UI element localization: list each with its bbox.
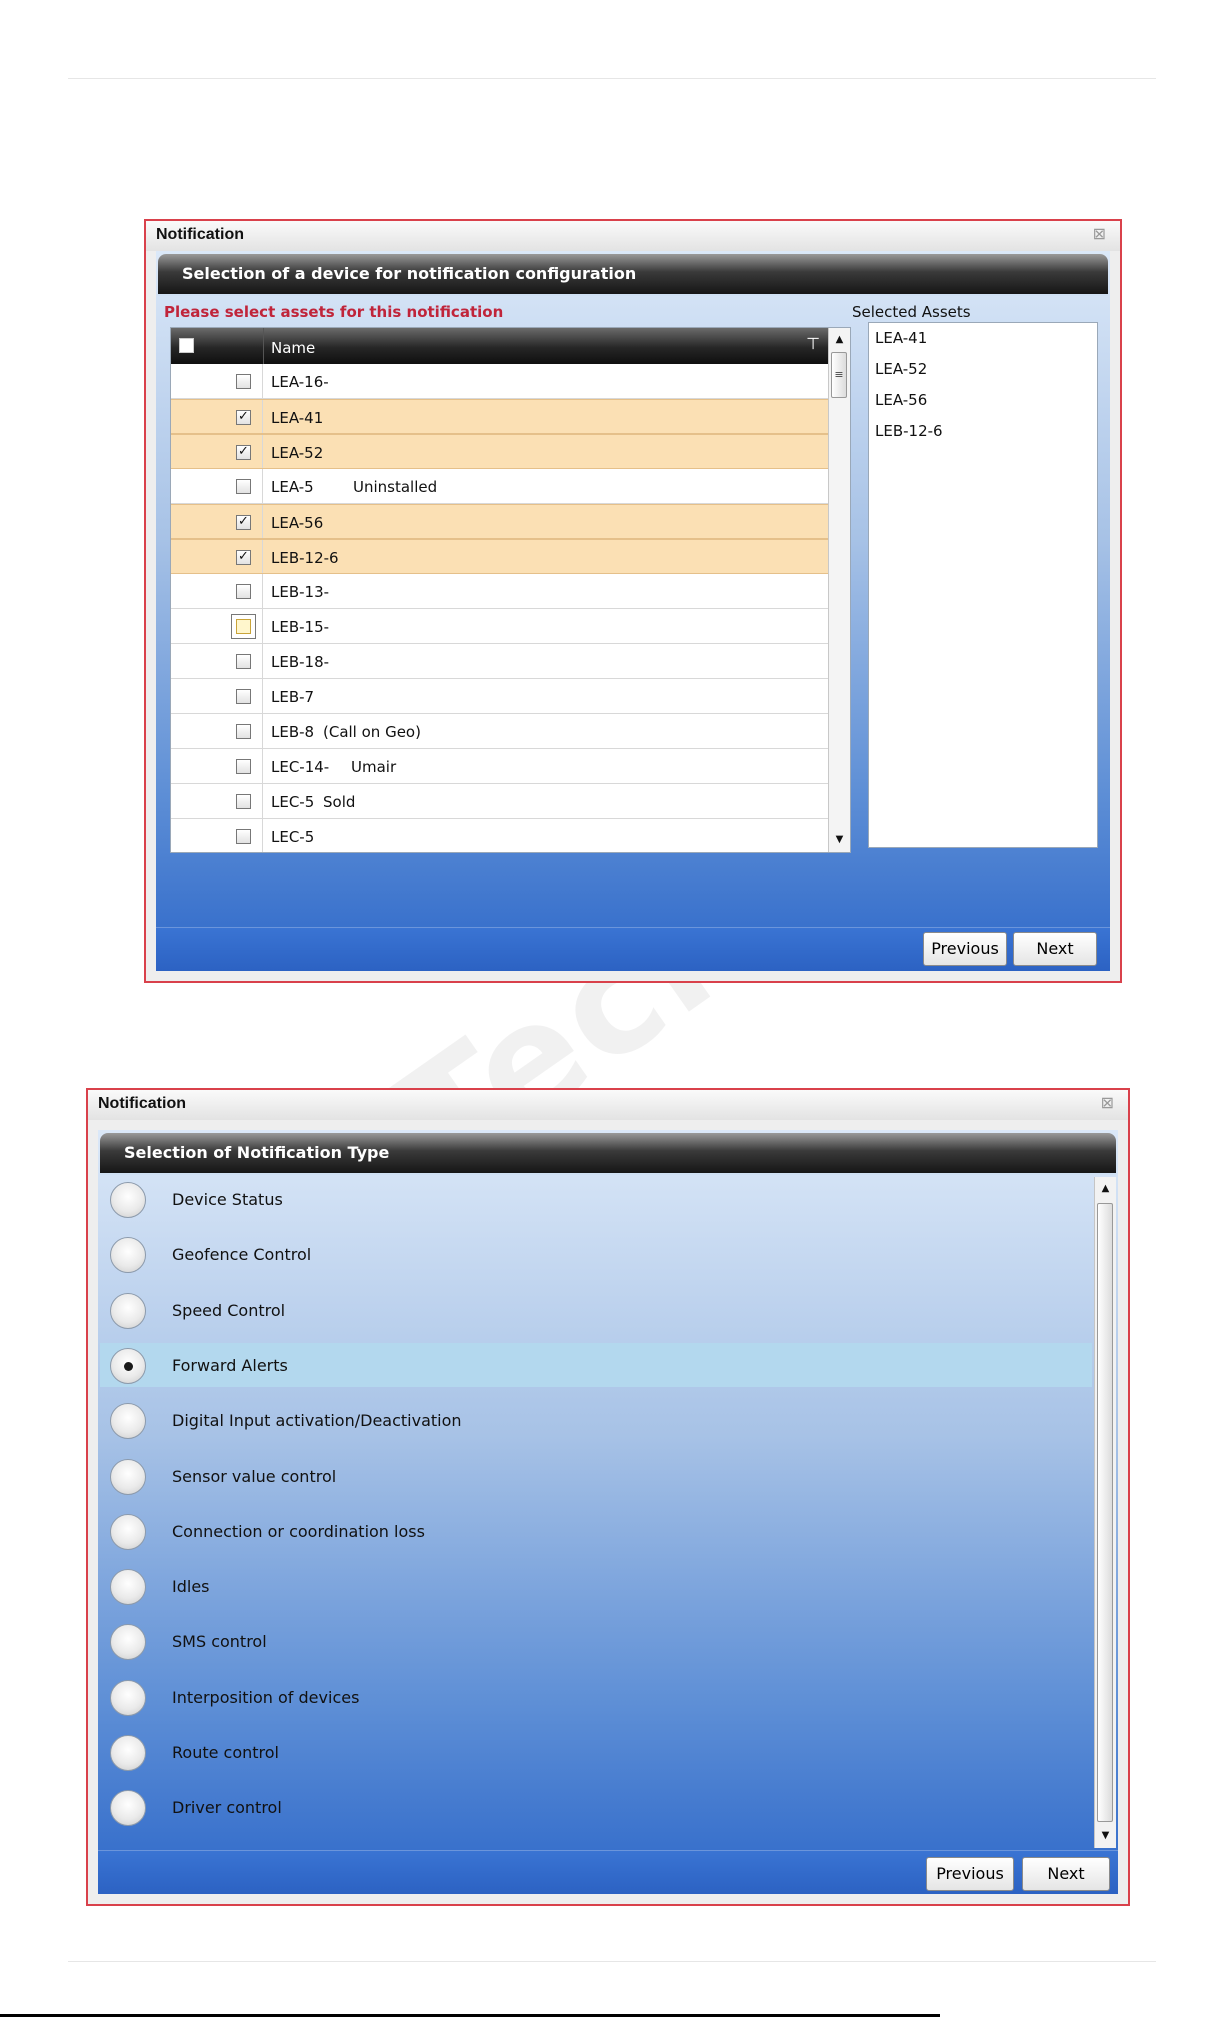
radio-button[interactable]	[110, 1237, 146, 1273]
asset-name: LEA-5	[271, 478, 314, 496]
asset-name: LEA-16-	[271, 373, 329, 391]
asset-name: LEA-52	[271, 444, 324, 462]
window-footer	[156, 927, 1110, 971]
device-selection-window	[144, 219, 1122, 983]
table-row[interactable]	[171, 749, 828, 784]
option-label: Digital Input activation/Deactivation	[172, 1411, 462, 1431]
selected-asset-item[interactable]: LEB-12-6	[875, 422, 943, 440]
table-row[interactable]	[171, 819, 828, 852]
asset-name: LEC-5	[271, 828, 315, 846]
filter-icon[interactable]: ⊤	[806, 334, 820, 353]
radio-dot-icon	[124, 1362, 133, 1371]
select-assets-prompt: Please select assets for this notification	[164, 303, 504, 321]
option-label: Interposition of devices	[172, 1687, 360, 1707]
option-label: SMS control	[172, 1632, 267, 1652]
notification-type-option[interactable]	[100, 1177, 1092, 1221]
selected-assets-list	[868, 322, 1098, 848]
grid-header	[171, 328, 828, 364]
option-label: Connection or coordination loss	[172, 1521, 425, 1541]
checkbox-cell	[171, 749, 263, 783]
row-checkbox[interactable]	[236, 374, 251, 389]
row-checkbox[interactable]	[236, 479, 251, 494]
radio-button[interactable]	[110, 1514, 146, 1550]
checkbox-cell	[171, 469, 263, 503]
asset-name: LEA-41	[271, 409, 324, 427]
notification-type-option[interactable]	[100, 1288, 1092, 1332]
asset-note: Umair	[351, 758, 397, 776]
checkbox-cell	[171, 644, 263, 678]
row-checkbox[interactable]: ✓	[236, 515, 251, 530]
notification-type-option[interactable]	[100, 1232, 1092, 1276]
notification-type-option[interactable]	[100, 1454, 1092, 1498]
table-row[interactable]	[171, 679, 828, 714]
option-label: Device Status	[172, 1190, 283, 1209]
asset-name: LEB-8	[271, 723, 315, 741]
notification-type-option[interactable]	[100, 1564, 1092, 1608]
selected-asset-item[interactable]: LEA-56	[875, 391, 928, 409]
radio-button[interactable]	[110, 1569, 146, 1605]
asset-note: Sold	[323, 793, 356, 811]
table-row[interactable]	[171, 574, 828, 609]
option-label: Geofence Control	[172, 1245, 312, 1265]
radio-button[interactable]	[110, 1680, 146, 1716]
radio-button[interactable]	[110, 1459, 146, 1495]
checkbox-cell	[171, 679, 263, 713]
table-row[interactable]	[171, 714, 828, 749]
top-rule	[68, 78, 1156, 79]
column-divider	[263, 328, 264, 364]
option-label: Idles	[172, 1577, 210, 1597]
section-header: Selection of Notification Type	[100, 1133, 1116, 1175]
row-checkbox[interactable]	[236, 724, 251, 739]
window-title: Notification	[146, 221, 1120, 251]
checkbox-cell	[171, 784, 263, 818]
option-label: Speed Control	[172, 1300, 286, 1320]
asset-name: LEB-18-	[271, 653, 330, 671]
checkbox-cell	[171, 435, 263, 468]
watermark: Tech	[365, 842, 790, 1212]
notification-type-option[interactable]	[100, 1398, 1092, 1442]
window-body	[98, 1130, 1118, 1894]
table-row[interactable]	[171, 399, 828, 434]
asset-note: (Call on Geo)	[323, 723, 421, 741]
table-row[interactable]	[171, 644, 828, 679]
checkbox-cell	[171, 609, 263, 643]
asset-name: LEB-7	[271, 688, 315, 706]
checkbox-cell	[171, 540, 263, 573]
selected-asset-item[interactable]: LEA-52	[875, 360, 928, 378]
select-all-checkbox[interactable]	[179, 338, 194, 353]
grid-scrollbar[interactable]	[828, 328, 850, 852]
name-column-header[interactable]: Name	[271, 339, 316, 357]
table-row[interactable]	[171, 364, 828, 399]
notification-type-option[interactable]	[100, 1343, 1092, 1387]
checkbox-cell	[171, 574, 263, 608]
close-icon[interactable]: ⊠	[1092, 224, 1106, 243]
asset-grid	[170, 327, 851, 853]
table-row[interactable]	[171, 539, 828, 574]
radio-button[interactable]	[110, 1348, 146, 1384]
checkbox-cell	[171, 505, 263, 538]
row-checkbox[interactable]: ✓	[236, 550, 251, 565]
checkbox-cell	[171, 714, 263, 748]
options-scrollbar[interactable]	[1094, 1177, 1116, 1848]
row-checkbox[interactable]	[236, 794, 251, 809]
table-row[interactable]	[171, 434, 828, 469]
notification-type-option[interactable]	[100, 1730, 1092, 1774]
bottom-rule	[68, 1961, 1156, 1962]
notification-type-option[interactable]	[100, 1619, 1092, 1663]
checkbox-cell	[171, 364, 263, 398]
section-header: Selection of a device for notification configuration	[158, 254, 1108, 296]
row-checkbox[interactable]	[236, 584, 251, 599]
row-checkbox[interactable]	[236, 619, 251, 634]
selected-assets-label: Selected Assets	[852, 303, 971, 321]
next-button[interactable]: Next	[1013, 932, 1097, 966]
notification-type-option[interactable]	[100, 1785, 1092, 1829]
previous-button[interactable]: Previous	[926, 1857, 1014, 1891]
row-checkbox[interactable]: ✓	[236, 410, 251, 425]
scroll-up-icon[interactable]: ▲	[1101, 1183, 1110, 1194]
radio-button[interactable]	[110, 1735, 146, 1771]
scroll-up-icon[interactable]: ▲	[835, 334, 844, 345]
option-label: Forward Alerts	[172, 1355, 288, 1375]
scroll-thumb[interactable]: ≡	[831, 352, 847, 398]
next-button[interactable]: Next	[1022, 1857, 1110, 1891]
asset-name: LEB-13-	[271, 583, 330, 601]
scroll-down-icon[interactable]: ▼	[1101, 1830, 1110, 1841]
row-checkbox[interactable]	[236, 654, 251, 669]
previous-button[interactable]: Previous	[923, 932, 1007, 966]
radio-button[interactable]	[110, 1403, 146, 1439]
asset-name: LEB-12-6	[271, 549, 339, 567]
asset-name: LEC-5	[271, 793, 315, 811]
radio-button[interactable]	[110, 1293, 146, 1329]
close-icon[interactable]: ⊠	[1100, 1093, 1114, 1112]
table-row[interactable]	[171, 504, 828, 539]
option-label: Driver control	[172, 1798, 282, 1818]
asset-name: LEB-15-	[271, 618, 330, 636]
notification-type-window	[86, 1088, 1130, 1906]
option-label: Route control	[172, 1743, 279, 1762]
notification-type-option[interactable]	[100, 1509, 1092, 1553]
notification-type-option[interactable]	[100, 1675, 1092, 1719]
radio-button[interactable]	[110, 1624, 146, 1660]
radio-button[interactable]	[110, 1790, 146, 1826]
window-footer	[98, 1850, 1118, 1894]
window-body	[156, 251, 1110, 971]
row-checkbox[interactable]: ✓	[236, 445, 251, 460]
scroll-down-icon[interactable]: ▼	[835, 834, 844, 845]
checkbox-cell	[171, 819, 263, 852]
asset-note: Uninstalled	[353, 478, 438, 496]
asset-name: LEA-56	[271, 514, 324, 532]
table-row[interactable]	[171, 784, 828, 819]
scroll-thumb[interactable]	[1097, 1203, 1113, 1822]
table-row[interactable]	[171, 469, 828, 504]
asset-name: LEC-14-	[271, 758, 330, 776]
radio-button[interactable]	[110, 1182, 146, 1218]
window-title: Notification	[88, 1090, 1128, 1120]
grid-rows	[171, 364, 828, 852]
row-checkbox[interactable]	[236, 689, 251, 704]
row-checkbox[interactable]	[236, 829, 251, 844]
notification-type-options	[98, 1177, 1094, 1848]
row-checkbox[interactable]	[236, 759, 251, 774]
table-row[interactable]	[171, 609, 828, 644]
selected-asset-item[interactable]: LEA-41	[875, 329, 928, 347]
option-label: Sensor value control	[172, 1466, 337, 1486]
checkbox-cell	[171, 400, 263, 433]
